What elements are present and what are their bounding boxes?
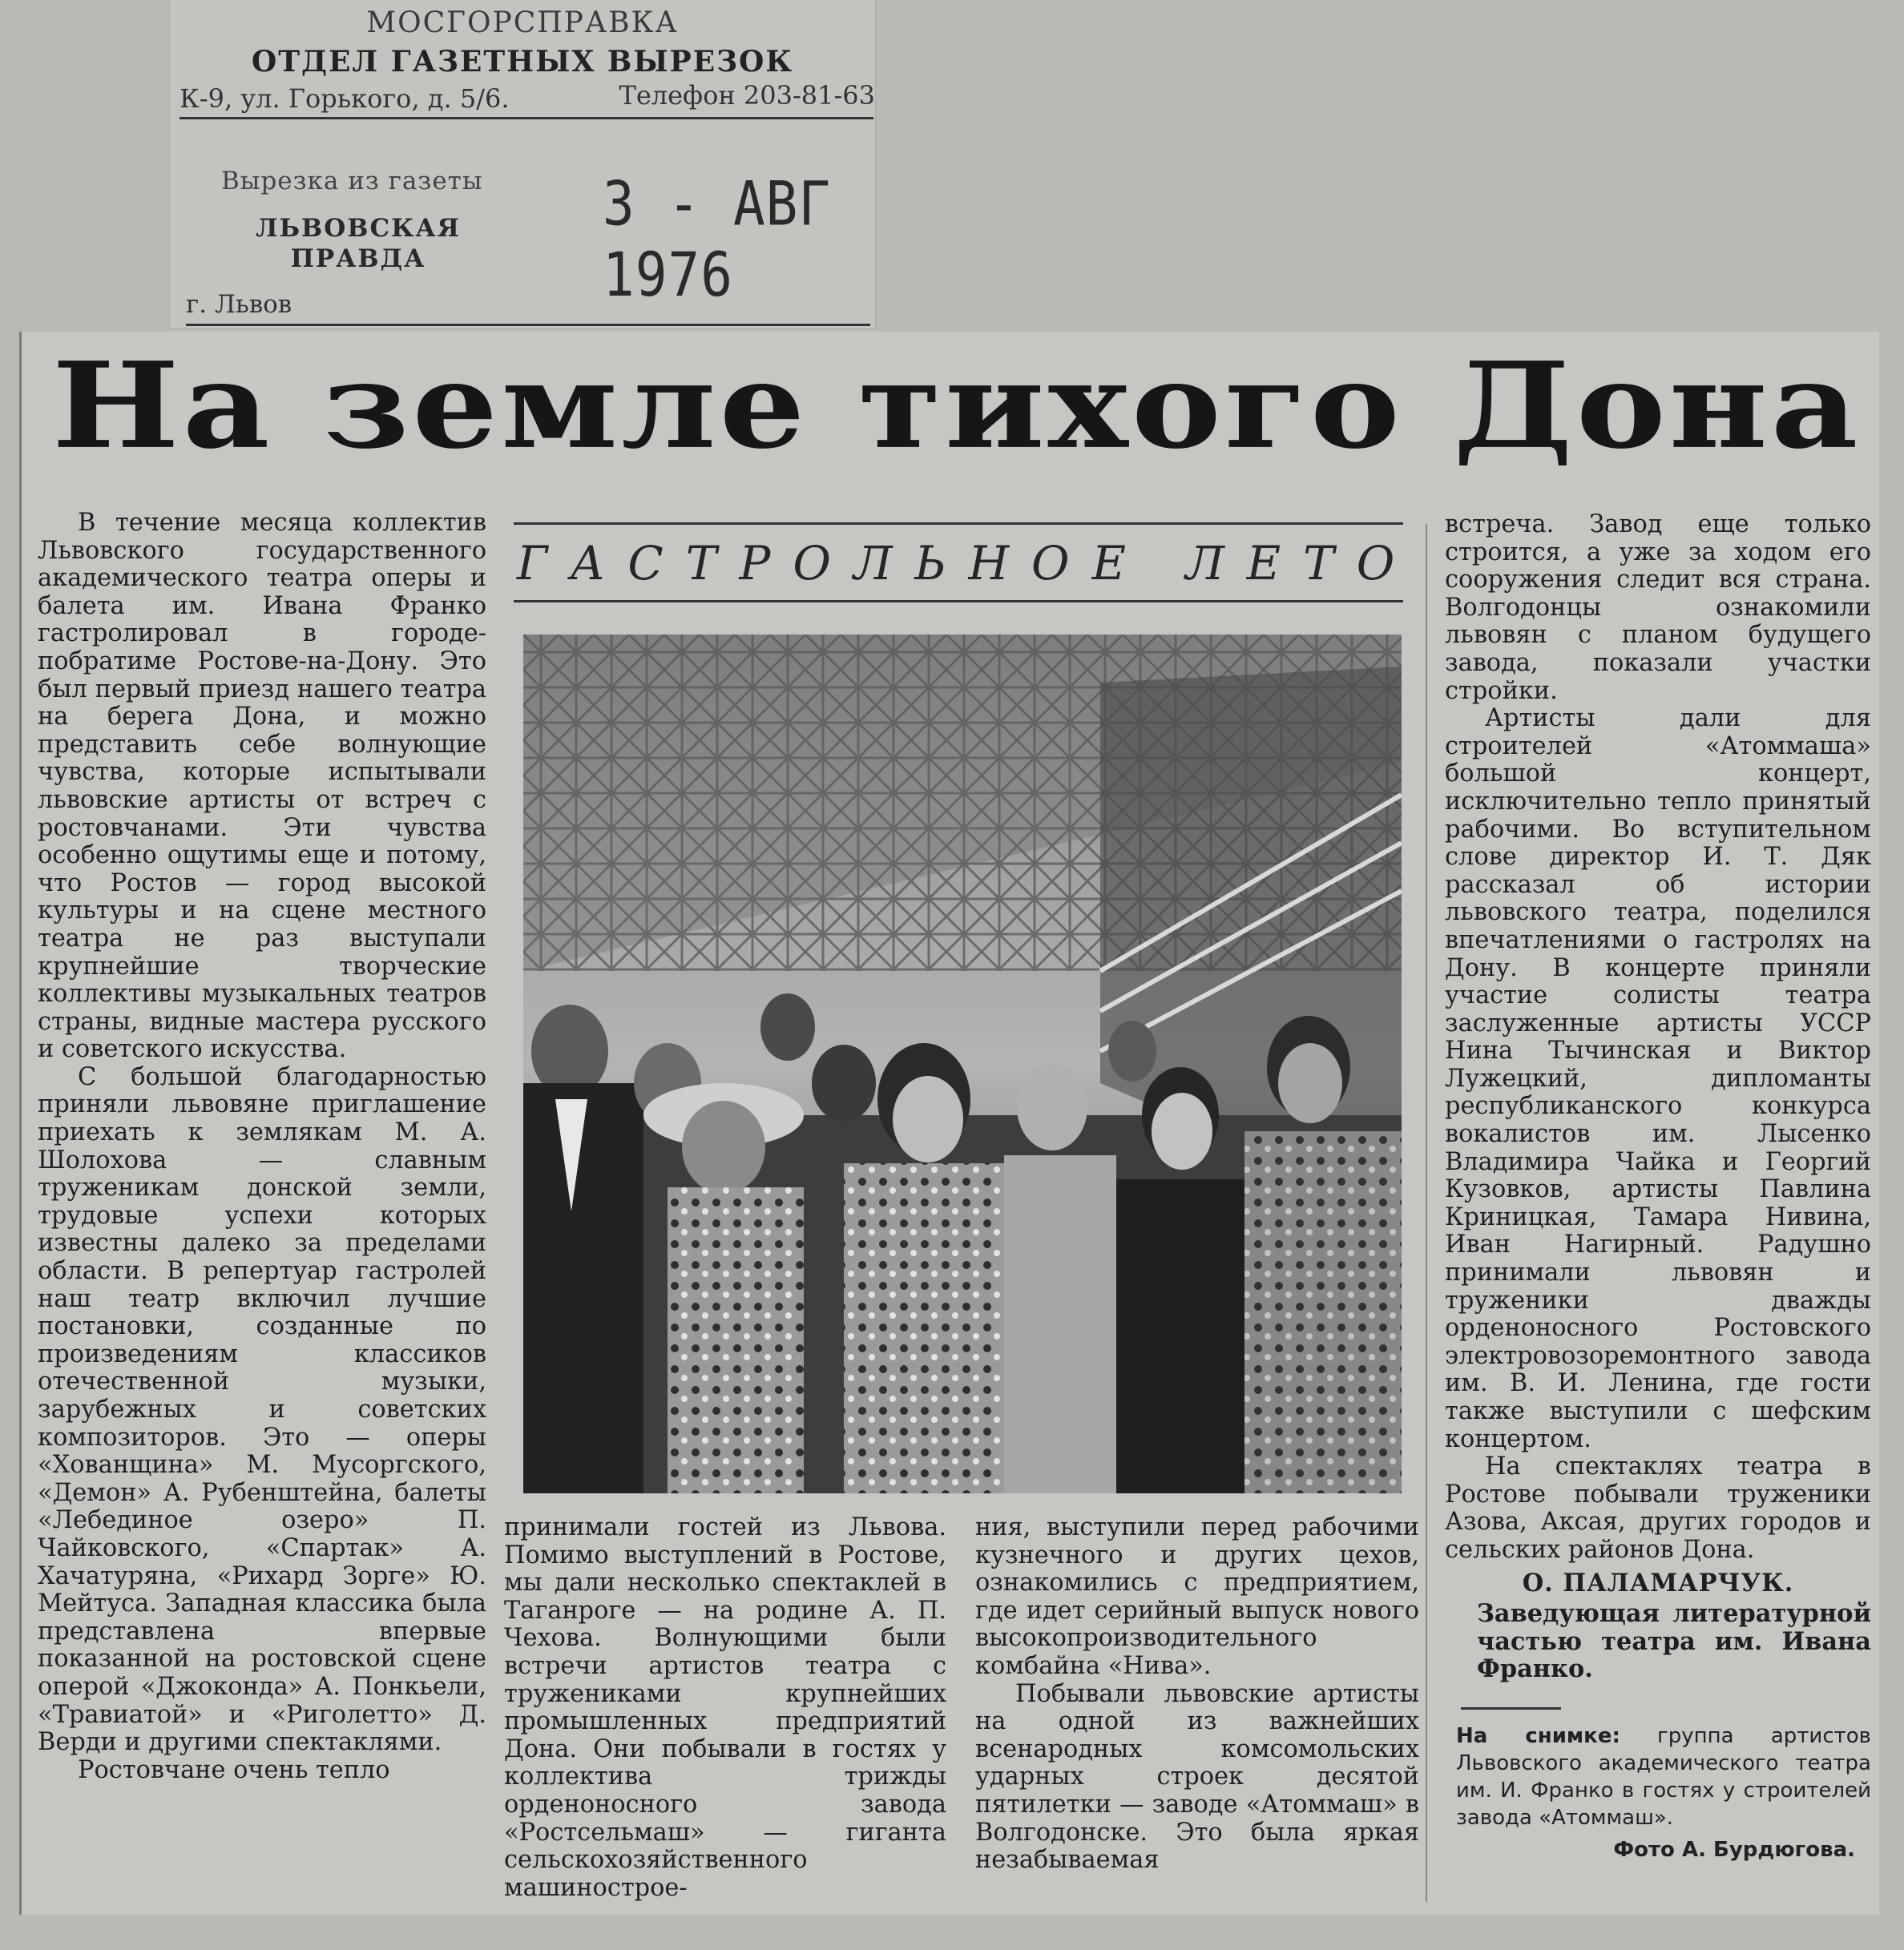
column-separator xyxy=(1426,524,1427,1902)
article-column-4 xyxy=(1445,511,1871,1905)
caption-lead: На снимке: xyxy=(1456,1723,1620,1748)
newspaper-clipping xyxy=(19,332,1879,1915)
caption-rule xyxy=(1461,1707,1561,1710)
author-name: О. ПАЛАМАРЧУК. xyxy=(1522,1568,1794,1597)
paragraph: Ростовчане очень тепло xyxy=(78,1755,390,1784)
photo-caption xyxy=(1445,1722,1871,1831)
photo-illustration xyxy=(523,635,1402,1493)
clip-source-label: Вырезка из газеты xyxy=(221,167,483,195)
department-name: ОТДЕЛ ГАЗЕТНЫХ ВЫРЕЗОК xyxy=(251,45,794,79)
stamp-divider xyxy=(180,117,873,119)
paragraph: Побывали львовские артисты на одной из важнейших всенародных комсомольских ударных строек десятой пятилетки — заводе «Атоммаш» в Волгодонске. Это была яркая незабываемая xyxy=(975,1679,1419,1875)
paragraph: В течение месяца коллектив Львовского государственного академического театра оперы и балета им. Ивана Франко гастролировал в городе-побратиме Ростове-на-Дону. Это был первый приезд нашего театра на берега Дона, и можно представить себе волнующие чувства, которые испытывали львовские артисты от встреч с ростовчанами. Эти чувства особенно ощутимы еще и потому, что Ростов — город высокой культуры и на сцене местного театра не раз выступали крупнейшие творческие коллективы музыкальных театров страны, видные мастера русского и советского искусства. xyxy=(38,509,486,1064)
newspaper-city: г. Львов xyxy=(186,290,292,319)
rubric-block xyxy=(514,522,1418,602)
caption-text: группа артистов Львовского академического театра им. И. Франко в гостях у строителей завода «Атоммаш». xyxy=(1456,1723,1871,1830)
clipping-service-stamp xyxy=(170,0,875,328)
paragraph: встреча. Завод еще только строится, а уже за ходом его сооружения следит вся страна. Волгодонцы ознакомили львовян с планом будущего завода, показали участки стройки. xyxy=(1445,510,1871,705)
paragraph: На спектаклях театра в Ростове побывали труженики Азова, Аксая, других городов и сельских районов Дона. xyxy=(1445,1452,1871,1564)
photo-credit: Фото А. Бурдюгова. xyxy=(1613,1837,1855,1862)
article-column-3 xyxy=(975,1514,1419,1923)
group-photo xyxy=(523,635,1402,1493)
paragraph: ния, выступили перед рабочими кузнечного и других цехов, ознакомились с предприятием, где идет серийный выпуск нового высокопроизводительного комбайна «Нива». xyxy=(975,1513,1419,1680)
agency-address: К-9, ул. Горького, д. 5/6. xyxy=(180,83,510,114)
stamp-bottom-rule xyxy=(186,324,870,326)
paragraph: принимали гостей из Львова. Помимо выступлений в Ростове, мы дали несколько спектаклей в Таганроге — на родине А. П. Чехова. Волнующими были встречи артистов театра с тружениками крупнейших промышленных предприятий Дона. Они побывали в гостях у коллектива трижды орденоносного завода «Ростсельмаш» — гиганта сельскохозяйственного машинострое- xyxy=(504,1513,946,1902)
paragraph: Артисты дали для строителей «Атоммаша» большой концерт, исключительно тепло принятый рабочими. Во вступительном слове директор И. Т. Дяк рассказал об истории львовского театра, поделился впечатлениями о гастролях на Дону. В концерте приняли участие солисты театра заслуженные артисты УССР Нина Тычинская и Виктор Лужецкий, дипломанты республиканского конкурса вокалистов им. Лысенко Владимира Чайка и Георгий Кузовков, артисты Павлина Криницкая, Тамара Нивина, Иван Нагирный. Радушно принимали львовян и труженики дважды орденоносного Ростовского электровозоремонтного завода им. В. И. Ленина, где гости также выступили с шефским концертом. xyxy=(1445,704,1871,1453)
author-role: Заведующая литературной частью театра им. Ивана Франко. xyxy=(1477,1599,1871,1684)
newspaper-name: ЛЬВОВСКАЯ ПРАВДА xyxy=(256,214,461,273)
paragraph: С большой благодарностью приняли львовяне приглашение приехать к землякам М. А. Шолохова — славным труженикам донской земли, трудовые успехи которых известны далеко за пределами области. В репертуар гастролей наш театр включил лучшие постановки, созданные по произведениям классиков отечественной музыки, зарубежных и советских композиторов. Это — оперы «Хованщина» М. Мусоргского, «Демон» А. Рубенштейна, балеты «Лебединое озеро» П. Чайковского, «Спартак» А. Хачатуряна, «Рихард Зорге» Ю. Мейтуса. Западная классика была представлена впервые показанной на ростовской сцене оперой «Джоконда» А. Понкьели, «Травиатой» и «Риголетто» Д. Верди и другими спектаклями. xyxy=(38,1062,486,1757)
rubric-bottom-rule xyxy=(514,600,1403,602)
agency-phone: Телефон 203-81-63 xyxy=(619,80,875,111)
article-column-1 xyxy=(38,510,486,1912)
date-stamp: 3 - АВГ 1976 xyxy=(603,168,832,311)
rubric-title: ГАСТРОЛЬНОЕ ЛЕТО xyxy=(517,536,1418,590)
agency-name: МОСГОРСПРАВКА xyxy=(366,6,679,39)
article-column-2 xyxy=(504,1514,946,1923)
article-headline: На земле тихого Дона xyxy=(52,335,1862,476)
